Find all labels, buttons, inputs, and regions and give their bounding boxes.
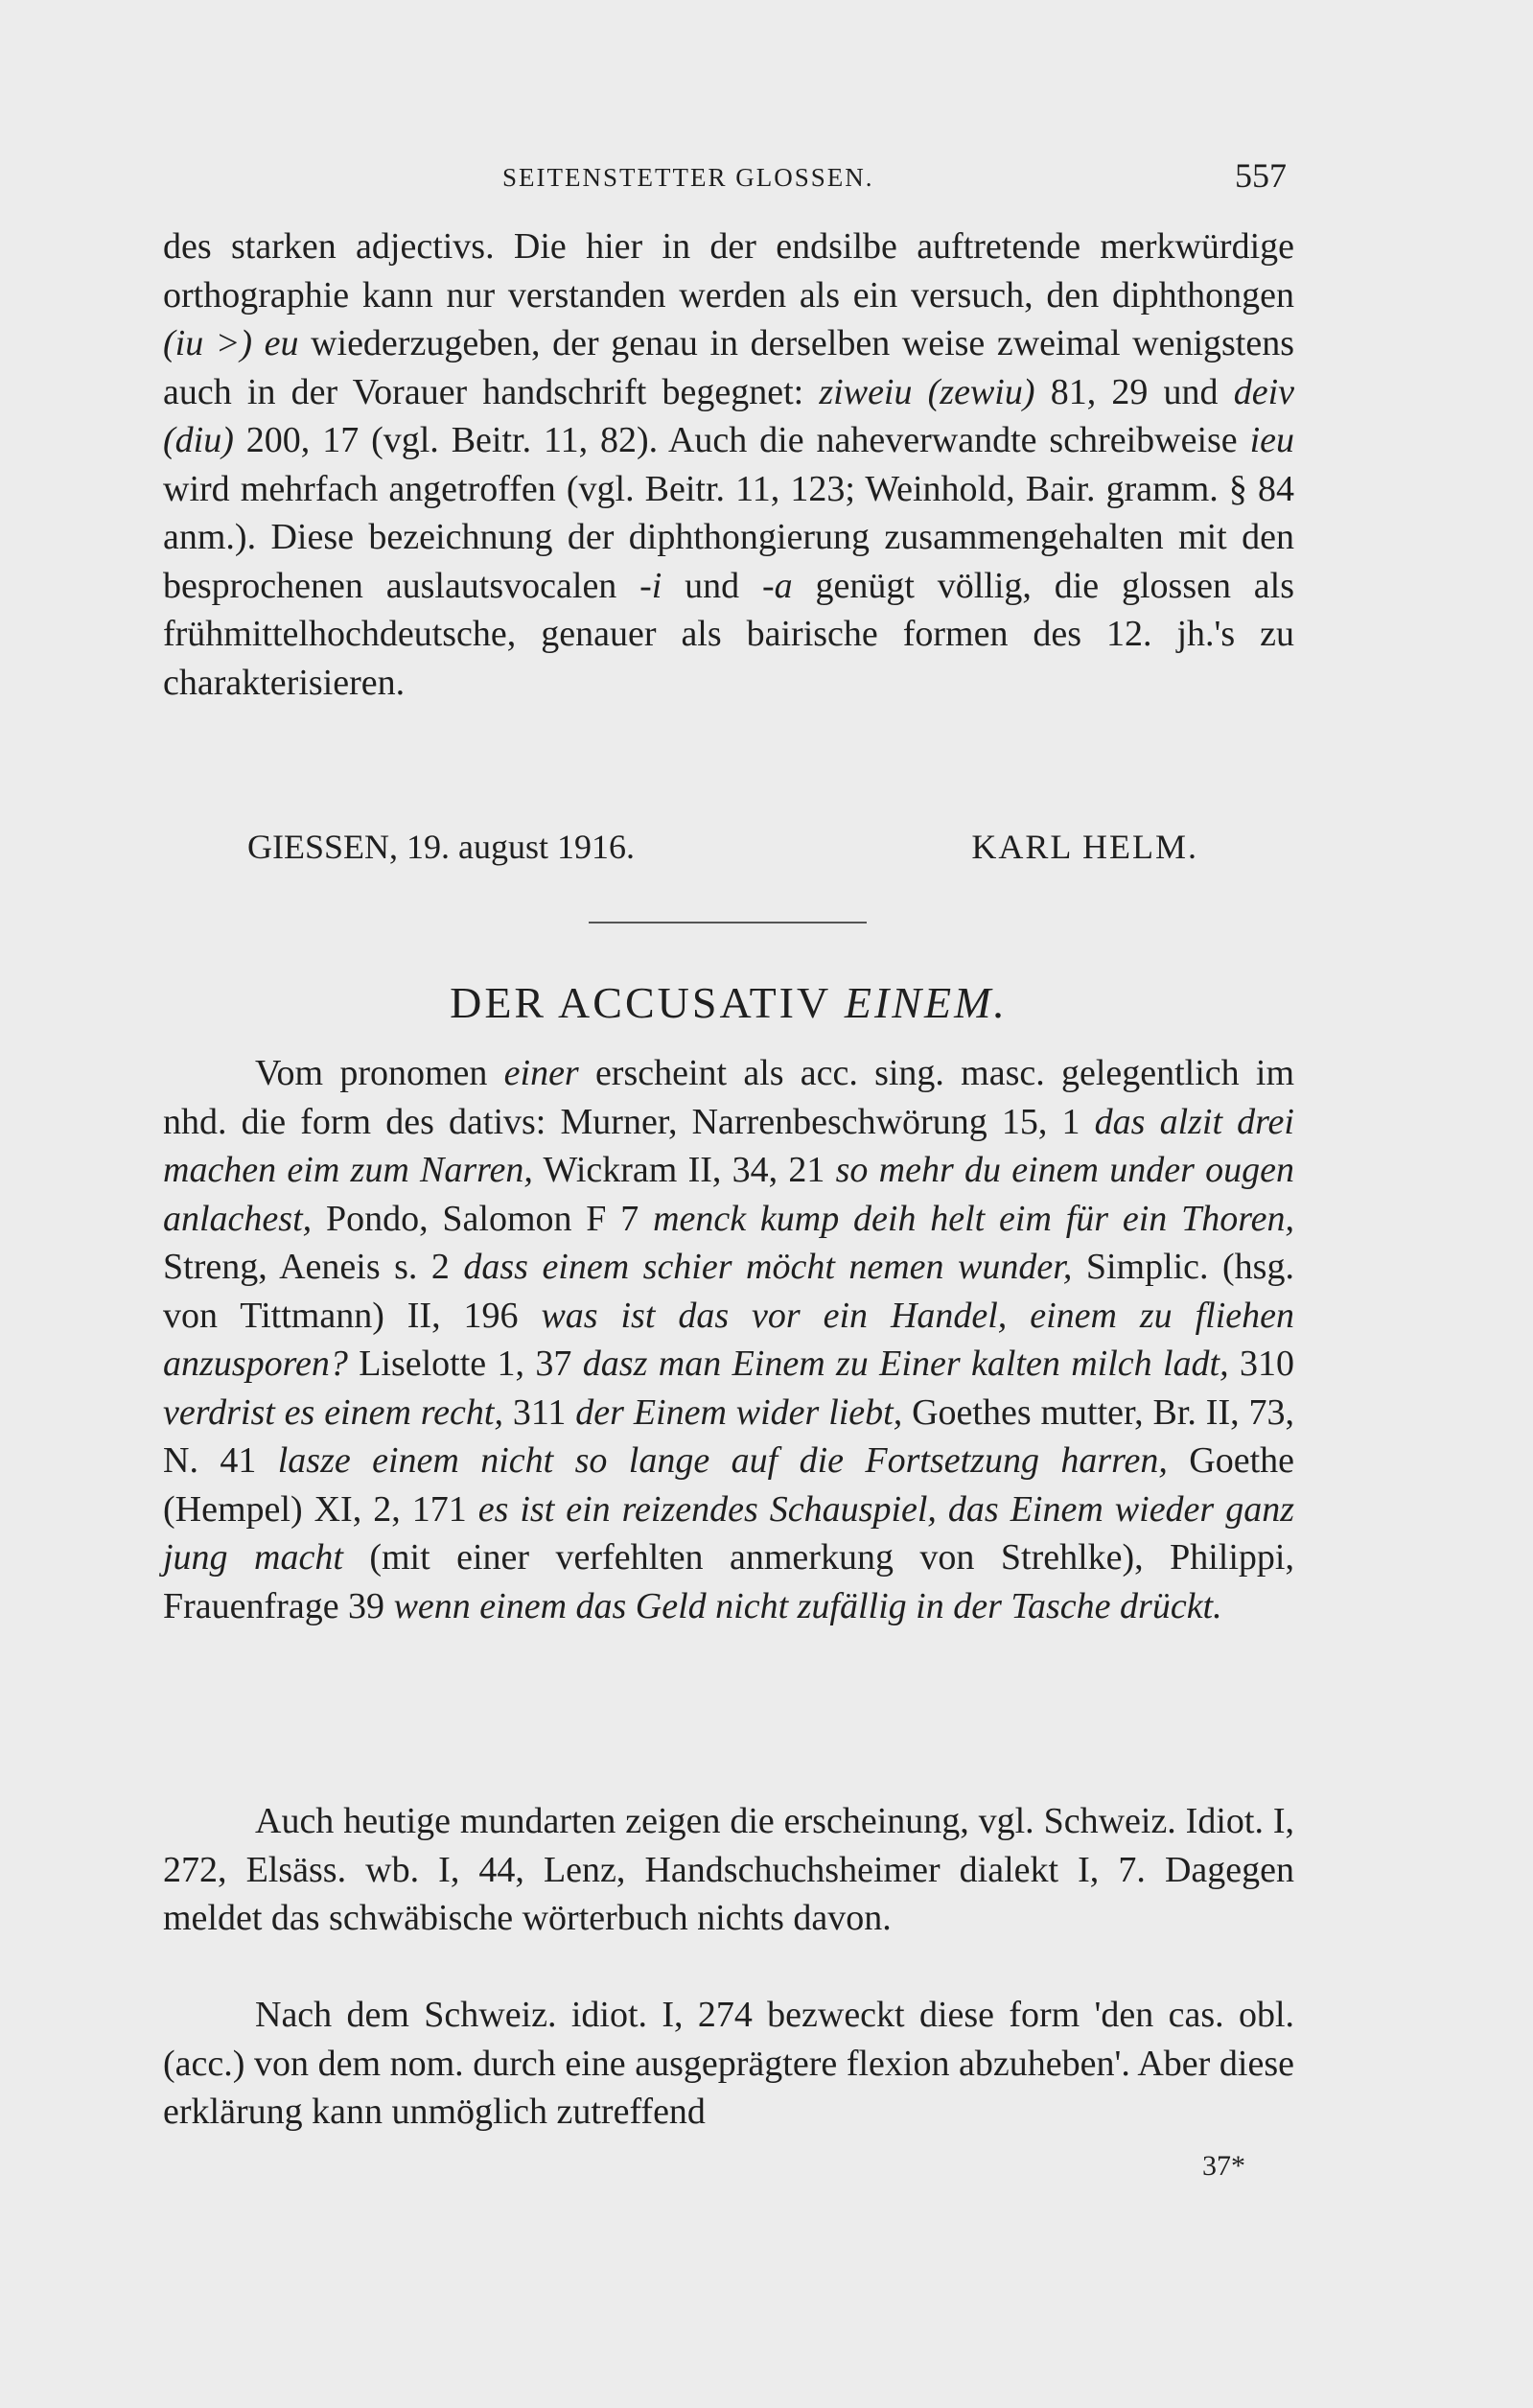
text-run: genügt völlig, die glossen als frühmittelhochdeutsche, genauer als bairische formen des 12. jh.'s zu charakterisieren. (163, 565, 1295, 703)
text-run: Streng, Aeneis s. 2 (163, 1247, 464, 1287)
text-run: erscheint als acc. sing. masc. gelegentlich im nhd. die form des dativs: Murner, Narrenbeschwörung 15, 1 (163, 1053, 1294, 1142)
page-number: 557 (1235, 156, 1287, 195)
italic-run: verdrist es einem recht, (163, 1391, 503, 1433)
text-run: 310 (1228, 1344, 1294, 1384)
place-date: GIESSEN, 19. august 1916. (247, 828, 635, 866)
text-run: Liselotte 1, 37 (347, 1344, 583, 1384)
paragraph-1 (163, 222, 1294, 707)
italic-run: -i (639, 565, 662, 606)
italic-run: der Einem wider liebt, (575, 1391, 903, 1433)
italic-run: dass einem schier möcht nemen wunder, (463, 1247, 1073, 1287)
text-run: (mit einer verfehlten anmerkung von Strehlke), Philippi, Frauenfrage 39 (163, 1537, 1294, 1626)
italic-run: was ist das vor ein Handel, einem zu fliehen anzusporen? (163, 1295, 1294, 1384)
italic-run: einer (503, 1053, 579, 1093)
running-title: SEITENSTETTER GLOSSEN. (502, 163, 874, 192)
text-run: Pondo, Salomon F 7 (312, 1198, 654, 1239)
paragraph-4: Nach dem Schweiz. idiot. I, 274 bezweckt diese form 'den cas. obl. (acc.) von dem nom. durch eine ausgeprägtere flexion abzuheben'. Aber diese erklärung kann unmöglich zutreffend (163, 1995, 1294, 2132)
italic-run: menck kump deih helt eim für ein Thoren, (653, 1198, 1294, 1239)
text-run: 81, 29 und (1034, 371, 1234, 412)
text-run: Wickram II, 34, 21 (532, 1150, 836, 1190)
italic-run: das alzit drei machen eim zum Narren, (163, 1101, 1294, 1190)
article-title (163, 974, 1294, 1032)
italic-run: so mehr du einem under ougen anlachest, (163, 1150, 1295, 1239)
text-run: wiederzugeben, der genau in derselben weise zweimal wenigstens auch in der Vorauer handschrift begegnet: (163, 323, 1294, 412)
title-prefix: DER ACCUSATIV (450, 978, 845, 1027)
italic-run: lasze einem nicht so lange auf die Fortsetzung harren, (277, 1440, 1168, 1481)
author-name: KARL HELM. (971, 828, 1198, 866)
paragraph-2 (163, 1049, 1294, 1630)
italic-run: ziweiu (zewiu) (819, 371, 1035, 412)
signature-mark: 37* (1202, 2150, 1245, 2182)
text-run: Goethe (Hempel) XI, 2, 171 (163, 1440, 1294, 1530)
page-header (163, 155, 1294, 203)
text-run: und (662, 565, 763, 606)
text-run: 311 (502, 1391, 576, 1433)
italic-run: ieu (1249, 420, 1294, 460)
italic-run: wenn einem das Geld nicht zufällig in der Tasche drückt. (393, 1585, 1222, 1626)
italic-run: es ist ein reizendes Schauspiel, das Einem wieder ganz jung macht (163, 1488, 1294, 1578)
text-run: Goethes mutter, Br. II, 73, N. 41 (163, 1391, 1294, 1481)
text-run: Vom pronomen (255, 1053, 504, 1093)
title-italic: EINEM. (844, 978, 1008, 1027)
text-run: des starken adjectivs. Die hier in der endsilbe auftretende merkwürdige orthographie kann nur verstanden werden als ein versuch, den diphthongen (163, 226, 1294, 316)
italic-run: deiv (diu) (163, 371, 1294, 460)
italic-run: dasz man Einem zu Einer kalten milch ladt, (582, 1344, 1229, 1384)
italic-run: (iu >) eu (163, 323, 299, 363)
section-divider (589, 922, 867, 923)
text-run: Simplic. (hsg. von Tittmann) II, 196 (163, 1247, 1294, 1336)
paragraph-3: Auch heutige mundarten zeigen die erscheinung, vgl. Schweiz. Idiot. I, 272, Elsäss. wb. I, 44, Lenz, Handschuchsheimer dialekt I, 7. Dagegen meldet das schwäbische wörterbuch nichts davon. (163, 1801, 1294, 1938)
text-run: wird mehrfach angetroffen (vgl. Beitr. 11, 123; Weinhold, Bair. gramm. § 84 anm.). Diese bezeichnung der diphthongierung zusammengehalten mit den besprochenen auslautsvocalen (163, 468, 1294, 606)
italic-run: -a (762, 565, 793, 606)
text-run: 200, 17 (vgl. Beitr. 11, 82). Auch die naheverwandte schreibweise (233, 420, 1250, 460)
